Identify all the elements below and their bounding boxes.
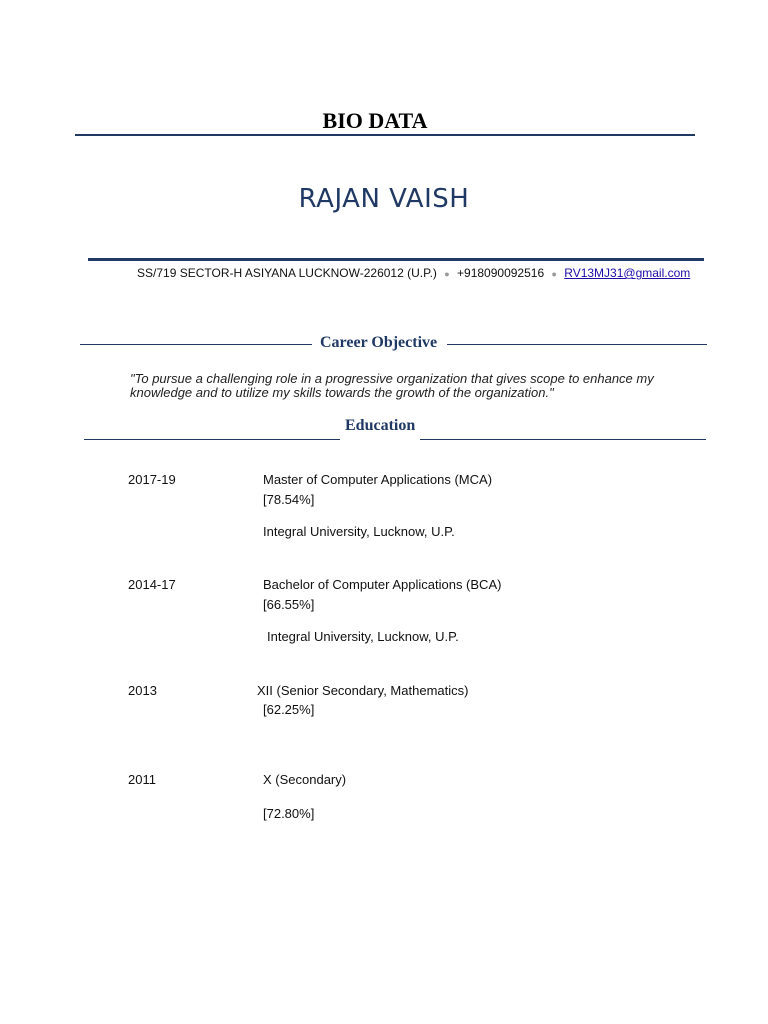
education-rule-right (420, 439, 706, 440)
education-year: 2014-17 (128, 577, 176, 592)
career-objective-heading: Career Objective (320, 334, 438, 351)
name-underline (88, 258, 704, 261)
education-score: [78.54%] (263, 492, 315, 507)
contact-line (137, 266, 690, 280)
education-score: [72.80%] (263, 806, 315, 821)
separator-dot: ● (444, 269, 450, 279)
email-link[interactable]: RV13MJ31@gmail.com (564, 266, 691, 280)
career-objective-rule-right (447, 344, 707, 345)
document-title: BIO DATA (322, 108, 428, 133)
education-rule-left (84, 439, 340, 440)
phone-number: +918090092516 (457, 266, 545, 280)
education-year: 2011 (128, 772, 156, 787)
title-underline (75, 134, 695, 136)
education-degree: XII (Senior Secondary, Mathematics) (257, 683, 469, 698)
education-year: 2013 (128, 683, 157, 698)
education-institution: Integral University, Lucknow, U.P. (263, 524, 455, 539)
education-score: [66.55%] (263, 597, 315, 612)
candidate-name: RAJAN VAISH (298, 184, 470, 214)
education-degree: X (Secondary) (263, 772, 347, 787)
education-year: 2017-19 (128, 472, 176, 487)
separator-dot: ● (551, 269, 557, 279)
address: SS/719 SECTOR-H ASIYANA LUCKNOW-226012 (U.P.) (137, 266, 437, 280)
education-degree: Bachelor of Computer Applications (BCA) (263, 577, 502, 592)
career-objective-text: "To pursue a challenging role in a progressive organization that gives scope to enhance my knowledge and to utilize my skills towards the growth of the organization." (130, 371, 654, 400)
education-institution: Integral University, Lucknow, U.P. (267, 629, 459, 644)
education-score: [62.25%] (263, 702, 315, 717)
education-degree: Master of Computer Applications (MCA) (263, 472, 493, 487)
career-objective-rule-left (80, 344, 312, 345)
education-heading: Education (345, 417, 416, 434)
